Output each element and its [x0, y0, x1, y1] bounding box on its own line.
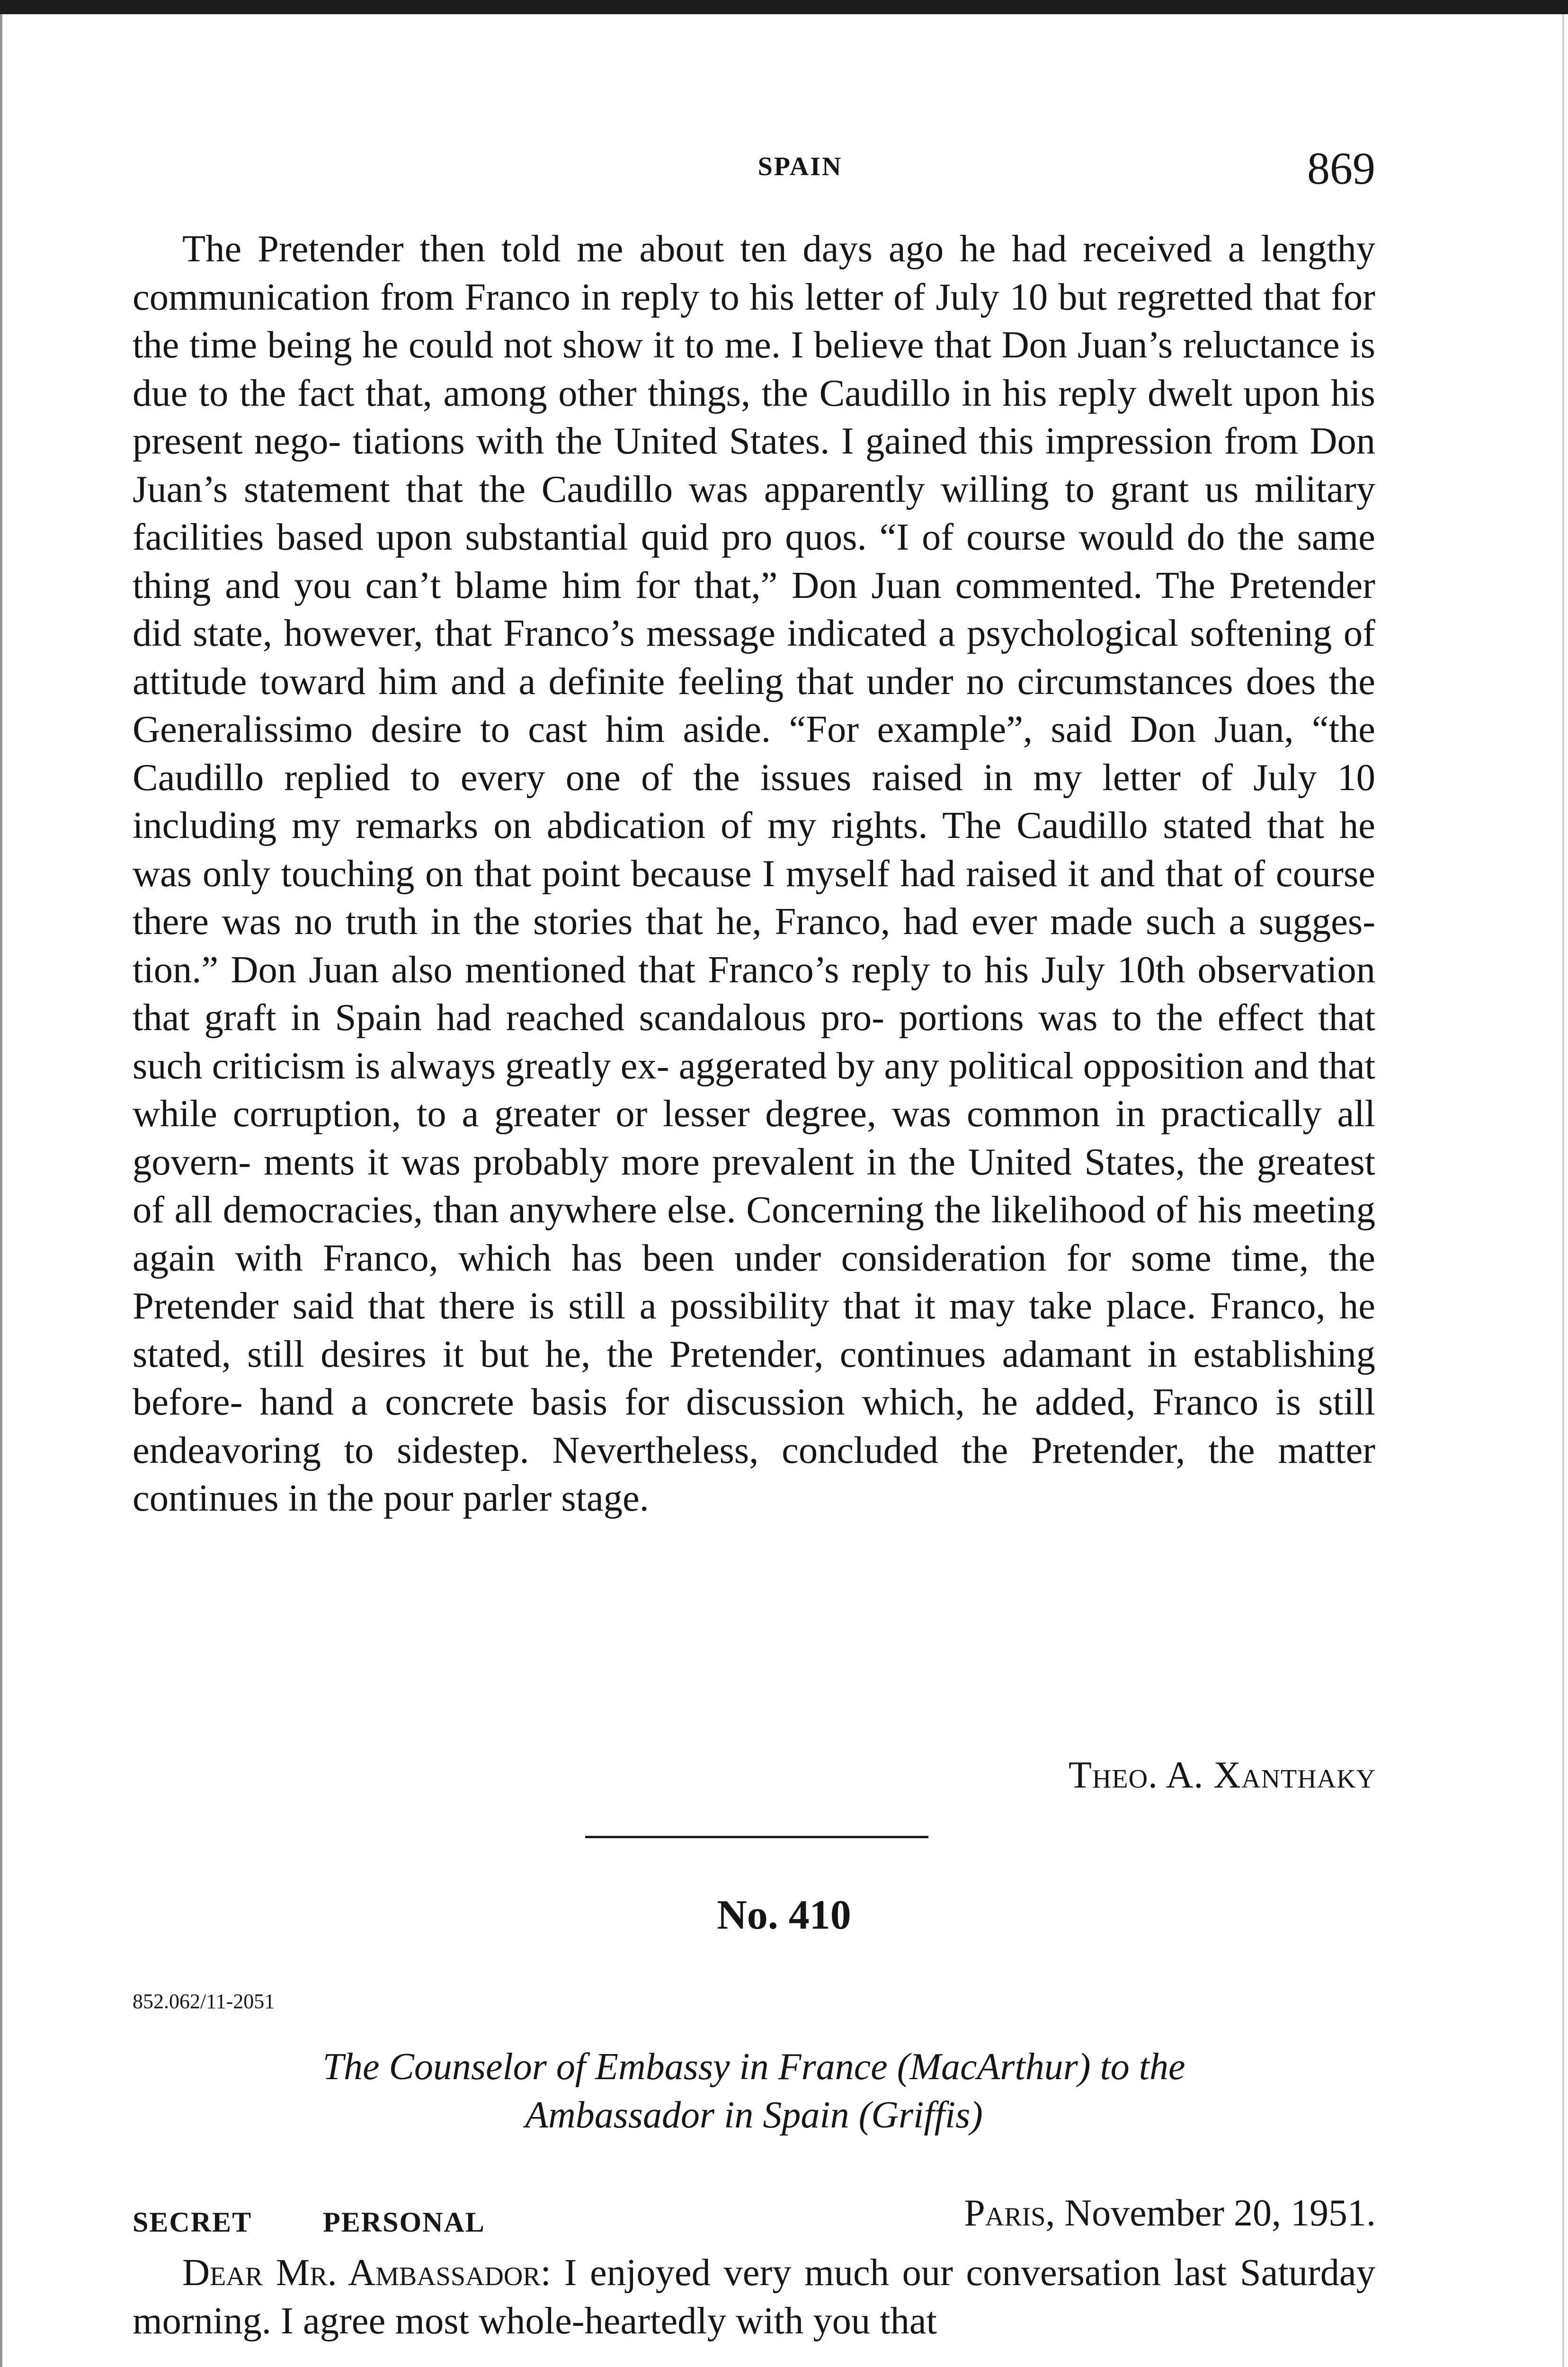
signature: Theo. A. Xanthaky: [1069, 1754, 1376, 1796]
body-line: I believe that Don Juan’s reluctance is due to the fact that, among: [133, 324, 1376, 414]
body-line: a greater or lesser degree, was common in practically all govern-: [133, 1093, 1376, 1183]
dateline: [964, 2192, 1376, 2235]
dateline-date: November 20, 1951.: [1064, 2192, 1376, 2234]
dateline-place: Paris,: [964, 2192, 1055, 2234]
body-line: 10 but regretted that for the time being he could not show it to me.: [133, 276, 1375, 366]
body-line: but he, the Pretender, continues adamant in establishing before-: [133, 1333, 1376, 1423]
body-line: my letter of July 10 including my remarks on abdication of my: [133, 756, 1376, 846]
body-line: because I myself had raised it and that of course there was no: [133, 852, 1376, 943]
body-line: matter continues in the pour parler stage.: [133, 1429, 1376, 1519]
classification-personal: PERSONAL: [323, 2207, 485, 2238]
body-line: likelihood of his meeting again with Franco, which has been under: [133, 1189, 1376, 1279]
body-line: other things, the Caudillo in his reply dwelt upon his present nego-: [133, 372, 1376, 462]
body-line: Don Juan commented. The Pretender did state, however, that: [133, 564, 1375, 654]
letter-body: [133, 2249, 1375, 2345]
file-reference: 852.062/11-2051: [133, 1990, 275, 2013]
body-line: Juan’s statement that the Caudillo was apparently willing to grant: [133, 468, 1189, 510]
body-line: toward him and a definite feeling that under no circumstances does: [259, 660, 1316, 703]
heading-line: The Counselor of Embassy in France (MacArthur) to the: [322, 2046, 1185, 2088]
scan-top-border: [0, 0, 1568, 14]
body-line: 10th observation that graft in Spain had reached scandalous pro-: [133, 948, 1375, 1039]
body-line: rights. The Caudillo stated that he was only touching on that point: [133, 804, 1375, 895]
document-heading: [133, 2043, 1375, 2139]
letter-text: last Saturday morning. I agree most whole-heartedly with you that: [133, 2251, 1375, 2342]
body-line: ments it was probably more prevalent in the United States, the: [264, 1140, 1245, 1183]
body-line: tiations with the United States. I gained this impression from Don: [352, 420, 1376, 462]
body-line: lengthy communication from Franco in reply to his letter of July: [133, 228, 1376, 318]
body-line: aggerated by any political opposition and that while corruption, to: [133, 1044, 1375, 1135]
body-line: consideration for some time, the Pretender said that there is still a: [133, 1237, 1375, 1327]
section-divider: [585, 1836, 928, 1838]
letter-text: I enjoyed very much our conversation: [564, 2251, 1161, 2294]
scan-right-edge: [1562, 14, 1564, 2367]
salutation: Dear Mr. Ambassador:: [182, 2251, 552, 2294]
body-line: course would do the same thing and you can’t blame him for that,”: [133, 516, 1376, 606]
classification: [133, 2206, 556, 2239]
paragraph-text: [133, 225, 1375, 1522]
body-line: truth in the stories that he, Franco, had ever made such a sugges-: [345, 900, 1375, 943]
body-line: The Pretender then told me about ten days ago he had received a: [182, 228, 1245, 270]
letter-paragraph: [133, 2249, 1375, 2345]
scan-left-edge: [0, 14, 2, 2367]
body-paragraph: [133, 225, 1375, 1522]
body-line: endeavoring to sidestep. Nevertheless, concluded the Pretender, the: [133, 1429, 1255, 1471]
running-head: [133, 142, 1375, 199]
body-line: portions was to the effect that such criticism is always greatly ex-: [133, 997, 1375, 1087]
page-number: 869: [1307, 143, 1375, 194]
body-line: tion.” Don Juan also mentioned that Franco’s reply to his July: [133, 948, 1105, 991]
body-line: the Generalissimo desire to cast him aside. “For example”, said: [133, 660, 1376, 750]
body-line: greatest of all democracies, than anywhere else. Concerning the: [133, 1140, 1376, 1231]
document-number: No. 410: [717, 1892, 851, 1938]
body-line: possibility that it may take place. Franco, he stated, still desires it: [133, 1285, 1375, 1375]
body-line: Franco’s message indicated a psychological softening of attitude: [133, 612, 1375, 703]
section-title: SPAIN: [757, 152, 843, 181]
classification-secret: SECRET: [133, 2207, 252, 2238]
body-line: us military facilities based upon substantial quid pro quos. “I of: [133, 468, 1376, 558]
heading-line: Ambassador in Spain (Griffis): [525, 2094, 983, 2136]
body-line: hand a concrete basis for discussion which, he added, Franco is still: [259, 1381, 1376, 1423]
body-line: Don Juan, “the Caudillo replied to every one of the issues raised in: [133, 708, 1375, 799]
